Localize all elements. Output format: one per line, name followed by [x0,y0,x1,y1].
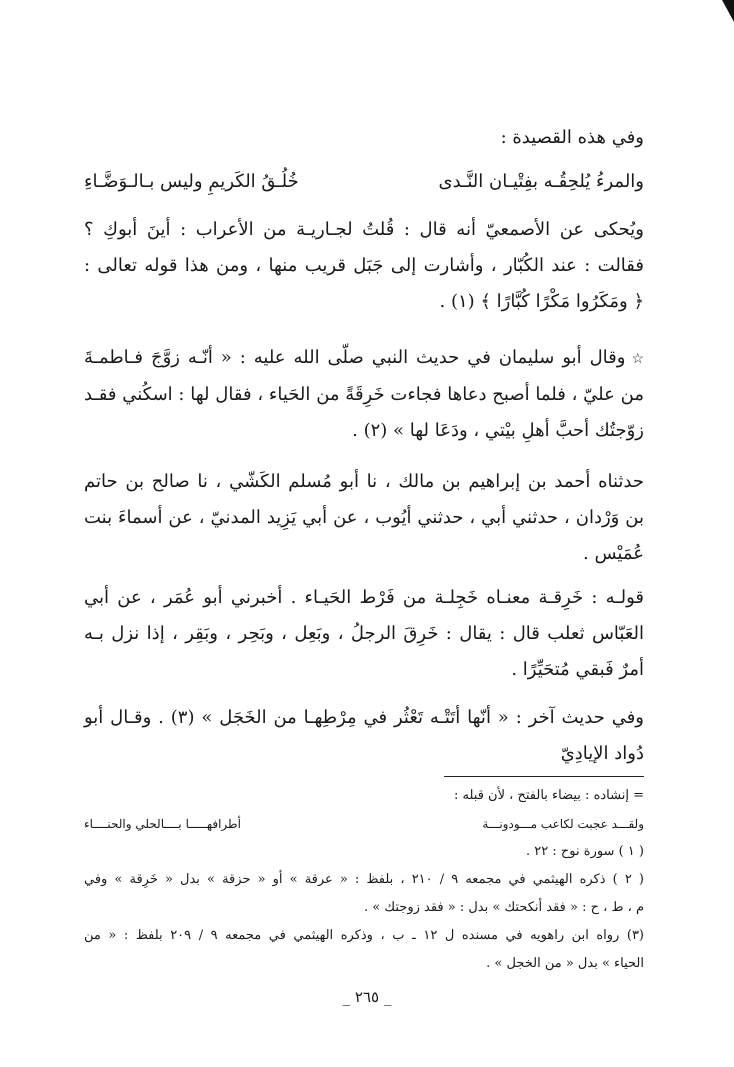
paragraph-line: ويُحكى عن الأصمعيّ أنه قال : قُلتُ لجـاريـة من الأعراب : أينَ أبوكِ ؟ [84,219,644,240]
footnote-1: ( ١ ) سورة نوح : ٢٢ . [526,844,644,859]
footnote-3-line-1: (٣) رواه ابن راهويه في مسنده ل ١٢ ـ ب ، وذكره الهيثمي في مجمعه ٩ / ٢٠٩ بلفظ : « من [84,928,644,943]
paragraph-hadith [84,340,644,449]
footnotes [84,782,644,978]
paragraph-isnad [84,464,644,572]
footnote-continuation: = إنشاده : بيضاء بالفتح ، لأن قبله : [454,788,644,803]
paragraph-line: وفي حديث آخر : « أنّها أتَتْـه تَعْثُر في مِرْطِهـا من الخَجَل » (٣) . وقـال أبو [84,707,644,728]
footnote-verse-first: ولقـــد عجبت لكاعب مـــودونـــة [482,817,644,831]
paragraph-asmai [84,212,644,320]
footnote-separator [444,776,644,777]
paragraph-line-text: وقال أبو سليمان في حديث النبي صلّى الله عليه : « أنّـه زوَّجَ فـاطمـةَ [84,347,626,368]
verse-first-hemistich: والمرءُ يُلحِقُـه بفِتْيـان النَّـدى [438,171,644,192]
paragraph-line: بن وَرْدان ، حدثني أبي ، حدثني أيُوب ، عن أبي يَزِيد المدنيّ ، عن أسماءَ بنت [84,507,644,528]
paragraph-other-hadith [84,700,644,772]
page-corner-mark [722,0,734,22]
paragraph-line: العَبّاس ثعلب قال : يقال : خَرِقَ الرجلُ ، وبَعِل ، وبَحِر ، وبَقِر ، إذا نزل بـه [84,623,644,644]
paragraph-line: من عليّ ، فلما أصبح دعاها فجاءت خَرِقَةً من الحَياء ، فقال لها : اسكُني فقـد [84,384,644,405]
star-icon: ☆ [631,351,644,367]
paragraph-line: فقالت : عند الكُبّار ، وأشارت إلى جَبَل قريب منها ، ومن هذا قوله تعالى : [84,255,644,276]
page-number: _ ٢٦٥ _ [342,988,392,1006]
verse-second-hemistich: خُلُـقُ الكَريمِ وليس بـالـوَضَّـاءِ [84,171,299,192]
paragraph-meaning [84,580,644,688]
paragraph-line [84,340,644,377]
paragraph-line: عُمَيْس . [583,543,644,564]
footnote-2-line-1: ( ٢ ) ذكره الهيثمي في مجمعه ٩ / ٢١٠ ، بلفظ : « عرقة » أو « حزقة » بدل « خَرِقة » وفي [84,872,644,887]
intro-block [84,120,644,156]
poem-verse [84,164,644,200]
paragraph-line: دُواد الإيادِيّ [560,743,644,764]
footnote-3-line-2: الحياء » بدل « من الخجل » . [486,956,644,971]
paragraph-line: أمرٌ فَبقي مُتحَيِّرًا . [511,659,644,680]
paragraph-line: حدثناه أحمد بن إبراهيم بن مالك ، نا أبو مُسلم الكَشّي ، نا صالح بن حاتم [84,471,645,492]
intro-line: وفي هذه القصيدة : [500,127,644,148]
paragraph-line: ﴿ ومَكَرُوا مَكْرًا كُبَّارًا ﴾ (١) . [439,291,644,312]
paragraph-line: زوّجتُك أحبَّ أهلِ بيْتي ، ودَعَا لها » (٢) . [352,420,644,441]
footnote-verse [84,810,644,838]
footnote-2-line-2: م ، ط ، ح : « فقد أنكحتك » بدل : « فقد زوجتك » . [364,900,644,915]
footnote-verse-second: أطرافهـــــا بــــالحلي والحنــــاء [84,817,241,831]
paragraph-line: قولـه : خَرِقـة معنـاه خَجِلـة من فَرْط الحَيـاء . أخبرني أبو عُمَر ، عن أبي [84,587,644,608]
